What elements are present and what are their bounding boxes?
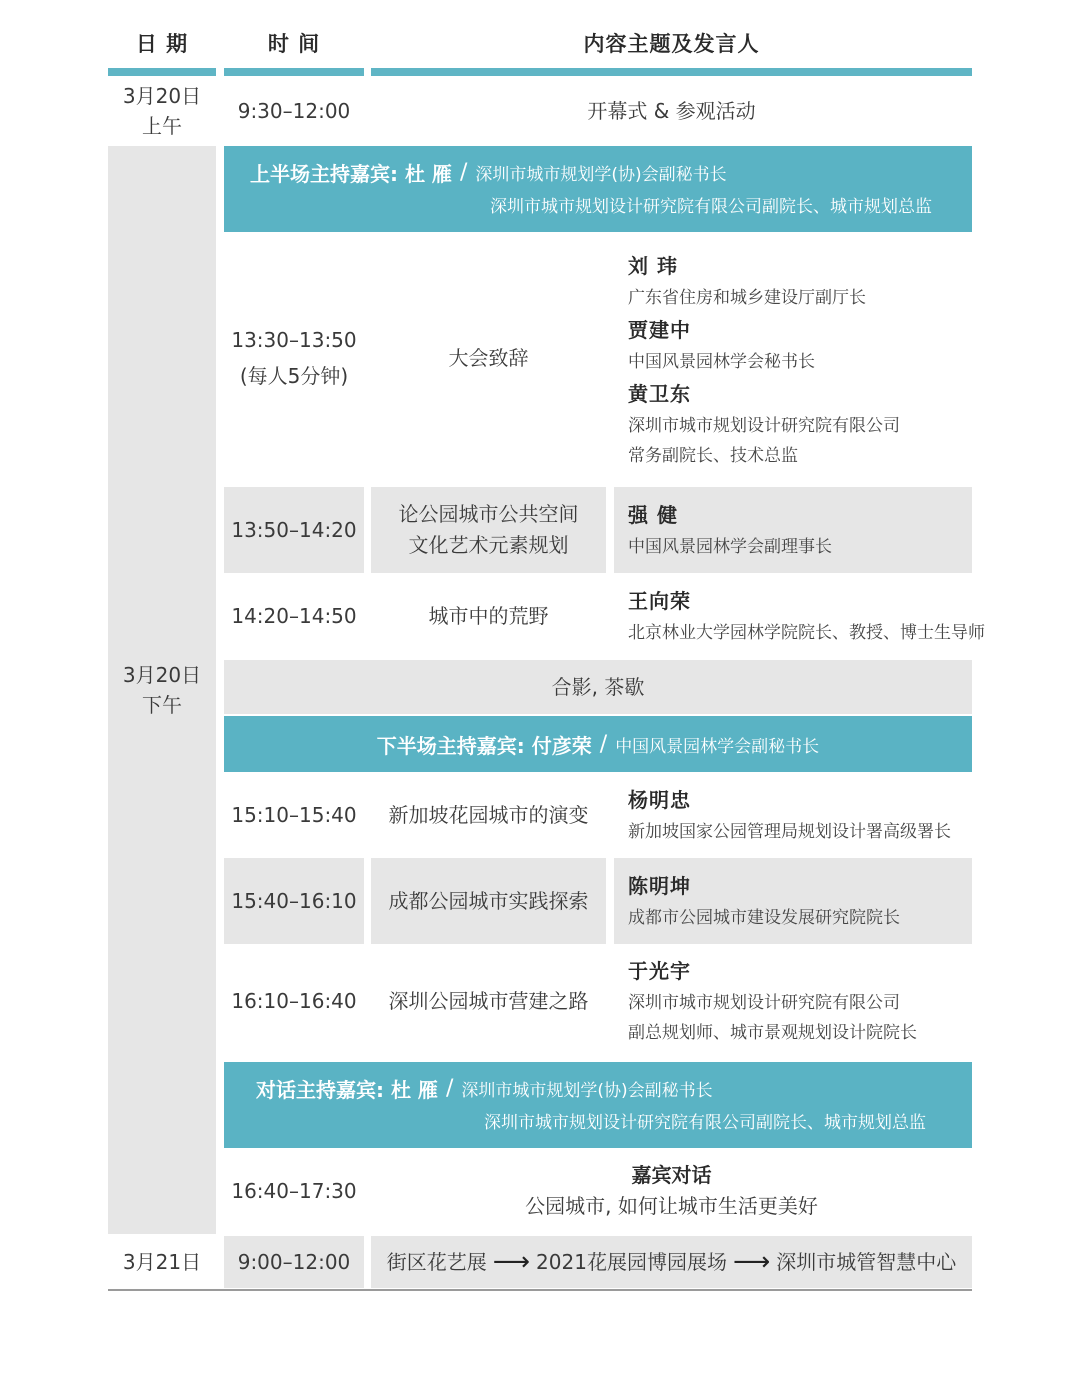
- talk1-speaker: [614, 487, 972, 573]
- host3-title-2: 深圳市城市规划设计研究院有限公司副院长、城市规划总监: [484, 1113, 926, 1133]
- break-row: 合影, 茶歇: [224, 660, 972, 714]
- speaker-title: 广东省住房和城乡建设厅副厅长: [628, 288, 866, 308]
- welcome-time-range: 13:30–13:50: [231, 328, 357, 352]
- arrow-right-icon: ⟶: [492, 1246, 531, 1277]
- talk2-speaker: [614, 574, 985, 658]
- header-bar-content: [371, 68, 972, 76]
- talk5-speaker: [614, 945, 972, 1057]
- host3-title-1: 深圳市城市规划学(协)会副秘书长: [461, 1081, 713, 1101]
- talk1-topic-line2: 文化艺术元素规划: [408, 533, 569, 557]
- welcome-speakers: [614, 244, 972, 476]
- header-time: 时 间: [267, 32, 321, 56]
- talk4-speaker: [614, 858, 972, 944]
- speaker-title: 副总规划师、城市景观规划设计院院长: [628, 1023, 917, 1043]
- morning-content: 开幕式 & 参观活动: [587, 98, 756, 123]
- host1-slash-icon: /: [459, 160, 468, 185]
- talk3-time: 15:10–15:40: [231, 802, 357, 827]
- welcome-time-note: (每人5分钟): [239, 364, 349, 388]
- header-content: 内容主题及发言人: [583, 32, 760, 56]
- host1-line1: [250, 158, 727, 187]
- dialogue-time: 16:40–17:30: [231, 1178, 357, 1203]
- host1-label: 上半场主持嘉宾: 杜 雁: [250, 162, 452, 186]
- speaker-title: 深圳市城市规划设计研究院有限公司: [628, 993, 900, 1013]
- speaker-name: 刘 玮: [628, 254, 678, 278]
- day2-route: [371, 1236, 972, 1288]
- day2-stop-3: 深圳市城管智慧中心: [776, 1249, 957, 1274]
- welcome-time: [224, 238, 364, 478]
- speaker-name: 于光宇: [628, 959, 691, 983]
- speaker-title: 中国风景园林学会副理事长: [628, 537, 832, 557]
- host3-banner: [224, 1062, 972, 1148]
- header-bar-date: [108, 68, 216, 76]
- header-date: 日 期: [135, 32, 189, 56]
- talk2-topic: 城市中的荒野: [428, 603, 549, 628]
- talk1-time: 13:50–14:20: [224, 487, 364, 573]
- day2-stop-2: 2021花展园博园展场: [536, 1249, 727, 1274]
- speaker-title: 新加坡国家公园管理局规划设计署高级署长: [628, 822, 951, 842]
- talk3-speaker: [614, 773, 972, 857]
- speaker-name: 强 健: [628, 503, 678, 527]
- speaker-title: 中国风景园林学会秘书长: [628, 352, 815, 372]
- morning-date: [108, 80, 216, 142]
- speaker-name: 杨明忠: [628, 788, 691, 812]
- talk5-time: 16:10–16:40: [231, 988, 357, 1013]
- dialogue-content: [371, 1150, 972, 1232]
- dialogue-title: 嘉宾对话: [631, 1163, 712, 1187]
- talk1-topic-line1: 论公园城市公共空间: [398, 502, 579, 526]
- speaker-name: 贾建中: [628, 318, 691, 342]
- host2-banner: [224, 716, 972, 772]
- host1-banner: [224, 146, 972, 232]
- dialogue-subtitle: 公园城市, 如何让城市生活更美好: [525, 1194, 818, 1218]
- speaker-title: 成都市公园城市建设发展研究院院长: [628, 908, 900, 928]
- talk3-topic: 新加坡花园城市的演变: [388, 802, 589, 827]
- host3-slash-icon: /: [445, 1076, 454, 1101]
- talk5-topic: 深圳公园城市营建之路: [388, 988, 589, 1013]
- afternoon-date: [108, 146, 216, 1234]
- arrow-right-icon: ⟶: [732, 1246, 771, 1277]
- header-bar-time: [224, 68, 364, 76]
- morning-date-line2: 上午: [142, 114, 182, 138]
- welcome-topic: 大会致辞: [448, 345, 529, 370]
- host1-title-2: 深圳市城市规划设计研究院有限公司副院长、城市规划总监: [490, 197, 932, 217]
- speaker-name: 王向荣: [628, 589, 691, 613]
- speaker-title: 深圳市城市规划设计研究院有限公司: [628, 416, 900, 436]
- talk4-time: 15:40–16:10: [224, 858, 364, 944]
- host1-title-1: 深圳市城市规划学(协)会副秘书长: [475, 165, 727, 185]
- afternoon-date-line1: 3月20日: [122, 663, 202, 687]
- morning-time: 9:30–12:00: [237, 98, 351, 123]
- talk1-topic: [371, 487, 606, 573]
- host3-line1: [256, 1074, 713, 1103]
- host2-label: 下半场主持嘉宾: 付彦荣: [376, 733, 592, 758]
- day2-date: 3月21日: [122, 1249, 202, 1274]
- speaker-title: 北京林业大学园林学院院长、教授、博士生导师: [628, 623, 985, 643]
- speaker-title: 常务副院长、技术总监: [628, 446, 798, 466]
- host2-title: 中国风景园林学会副秘书长: [615, 736, 820, 757]
- afternoon-date-line2: 下午: [142, 693, 182, 717]
- talk4-topic: 成都公园城市实践探索: [371, 858, 606, 944]
- host3-label: 对话主持嘉宾: 杜 雁: [256, 1078, 438, 1102]
- talk2-time: 14:20–14:50: [231, 603, 357, 628]
- speaker-name: 陈明坤: [628, 874, 691, 898]
- day2-time: 9:00–12:00: [224, 1236, 364, 1288]
- host2-slash-icon: /: [599, 731, 608, 757]
- bottom-rule: [108, 1289, 972, 1291]
- day2-stop-1: 街区花艺展: [386, 1249, 487, 1274]
- morning-date-line1: 3月20日: [122, 84, 202, 108]
- speaker-name: 黄卫东: [628, 382, 691, 406]
